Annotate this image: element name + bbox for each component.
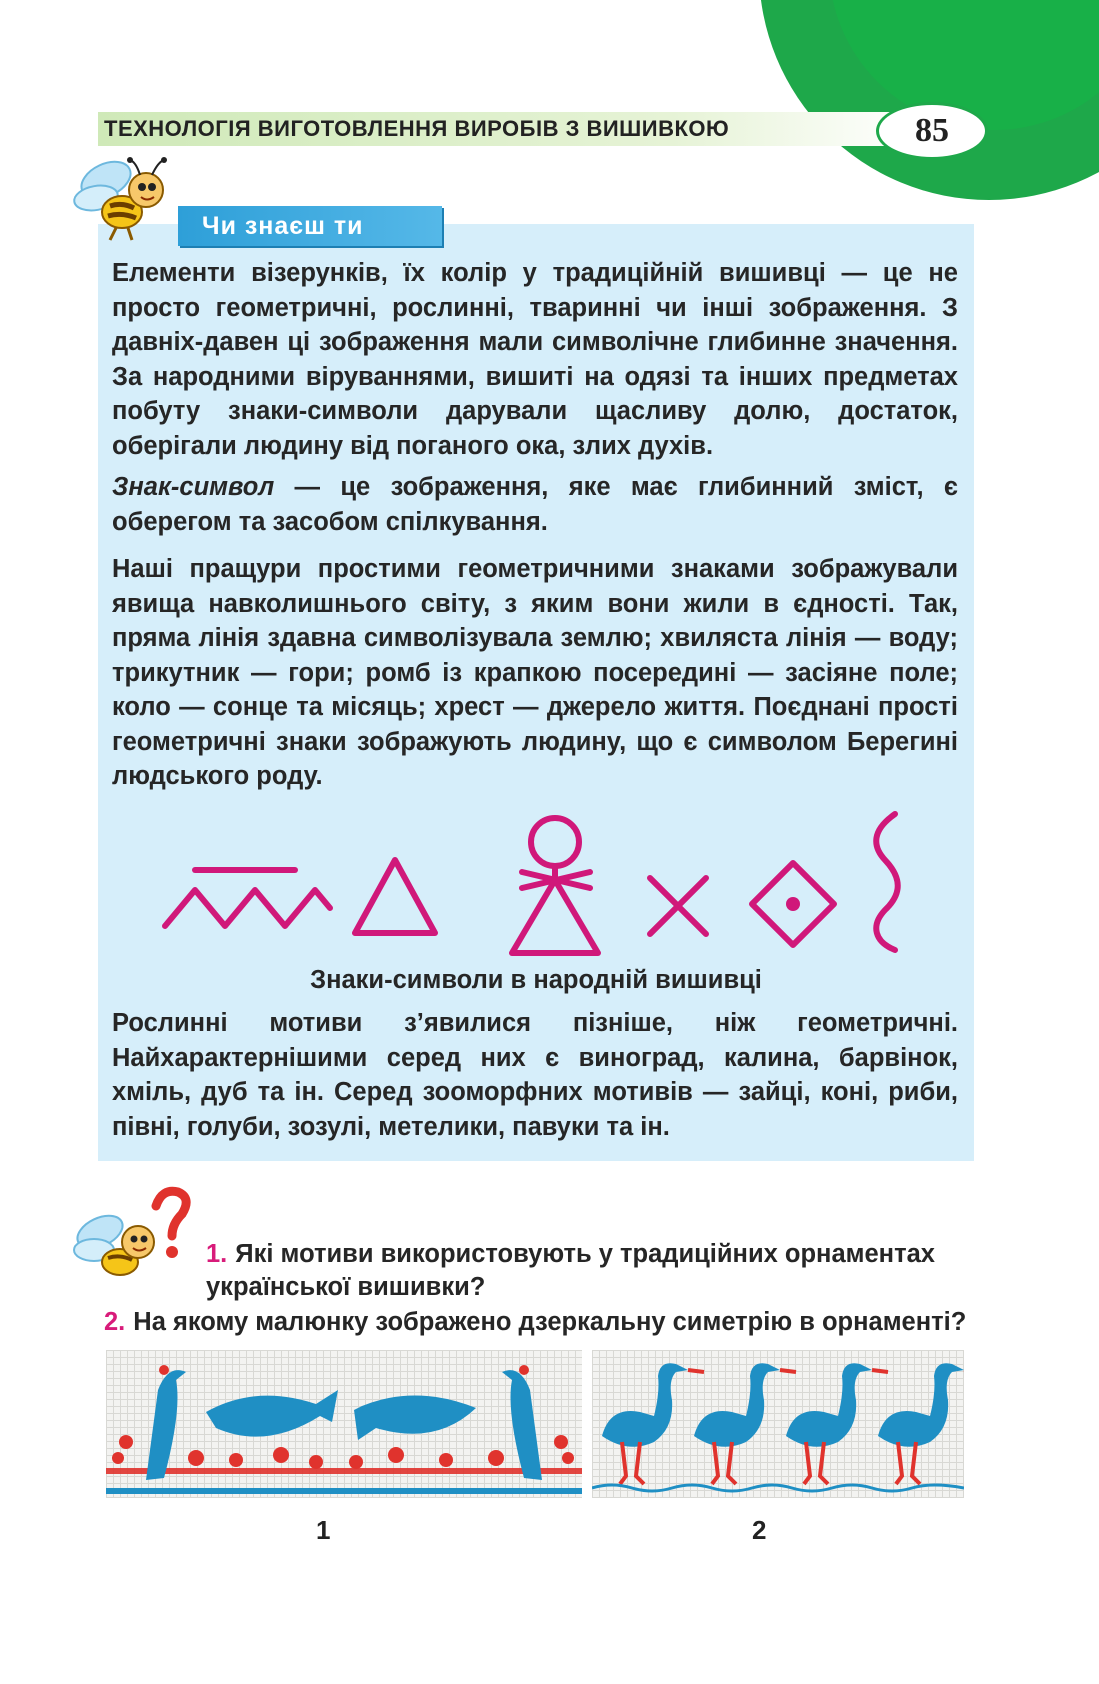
question-number: 2. bbox=[104, 1308, 126, 1336]
chapter-title: ТЕХНОЛОГІЯ ВИГОТОВЛЕННЯ ВИРОБІВ З ВИШИВКОЮ bbox=[104, 116, 730, 141]
did-you-know-label: Чи знаєш ти bbox=[178, 206, 442, 246]
term-sign-symbol: Знак-символ bbox=[112, 473, 275, 501]
human-figure-symbol bbox=[512, 818, 598, 953]
question-number: 1. bbox=[206, 1240, 228, 1268]
image-2-label: 2 bbox=[752, 1515, 767, 1545]
page-number: 85 bbox=[876, 102, 988, 160]
wave-line-symbol bbox=[876, 814, 898, 950]
embroidery-image-2 bbox=[592, 1350, 964, 1498]
embroidery-image-1 bbox=[106, 1350, 582, 1498]
herons-pattern-icon bbox=[592, 1350, 964, 1498]
birds-fish-pattern-icon bbox=[106, 1350, 582, 1498]
definition-text: — це зображення, яке має глибинний зміст, є оберегом та засобом спілкування. bbox=[112, 473, 958, 536]
question-text: Які мотиви використовують у традиційних орнаментах української вишивки? bbox=[206, 1240, 935, 1301]
paragraph-motifs: Рослинні мотиви з’явилися пізніше, ніж геометричні. Найхарактернішими серед них є виноград, калина, барвінок, хміль, дуб та ін. Серед зооморфних мотивів — зайці, коні, риби, півні, голуби, зозулі, метелики, павуки та ін. bbox=[112, 1009, 958, 1141]
question-2 bbox=[104, 1306, 984, 1339]
question-1 bbox=[206, 1238, 966, 1304]
paragraph-elements: Елементи візерунків, їх колір у традиційній вишивці — це не просто геометричні, рослинні, тваринні чи інші зображення. З давніх-давен ці зображення мали символічне глибинне значення. За народними віруваннями, вишиті на одязі та інших предметах побуту знаки-символи дарували щасливу долю, достаток, оберігали людину від поганого ока, злих духів. bbox=[112, 259, 958, 460]
symbols-illustration bbox=[150, 808, 930, 958]
image-1-label: 1 bbox=[316, 1515, 331, 1545]
rhombus-dot-symbol bbox=[752, 863, 834, 945]
symbols-caption: Знаки-символи в народній вишивці bbox=[310, 966, 762, 994]
line-zigzag-symbol bbox=[165, 870, 330, 926]
question-text: На якому малюнку зображено дзеркальну симетрію в орнаменті? bbox=[133, 1308, 967, 1336]
bee-question-mascot-icon bbox=[62, 1186, 192, 1290]
triangle-symbol bbox=[355, 860, 435, 933]
bee-mascot-icon bbox=[66, 150, 186, 246]
paragraph-definition bbox=[112, 470, 958, 539]
cross-symbol bbox=[650, 878, 706, 934]
paragraph-ancestors: Наші пращури простими геометричними знаками зображували явища навколишнього світу, з яким вони жили в єдності. Так, пряма лінія здавна символізувала землю; хвиляста лінія — воду; трикутник — гори; ромб із крапкою посередині — засіяне поле; коло — сонце та місяць; хрест — джерело життя. Поєднані прості геометричні знаки зображують людину, що є символом Берегині людського роду. bbox=[112, 555, 958, 790]
heron-motif bbox=[602, 1363, 704, 1484]
